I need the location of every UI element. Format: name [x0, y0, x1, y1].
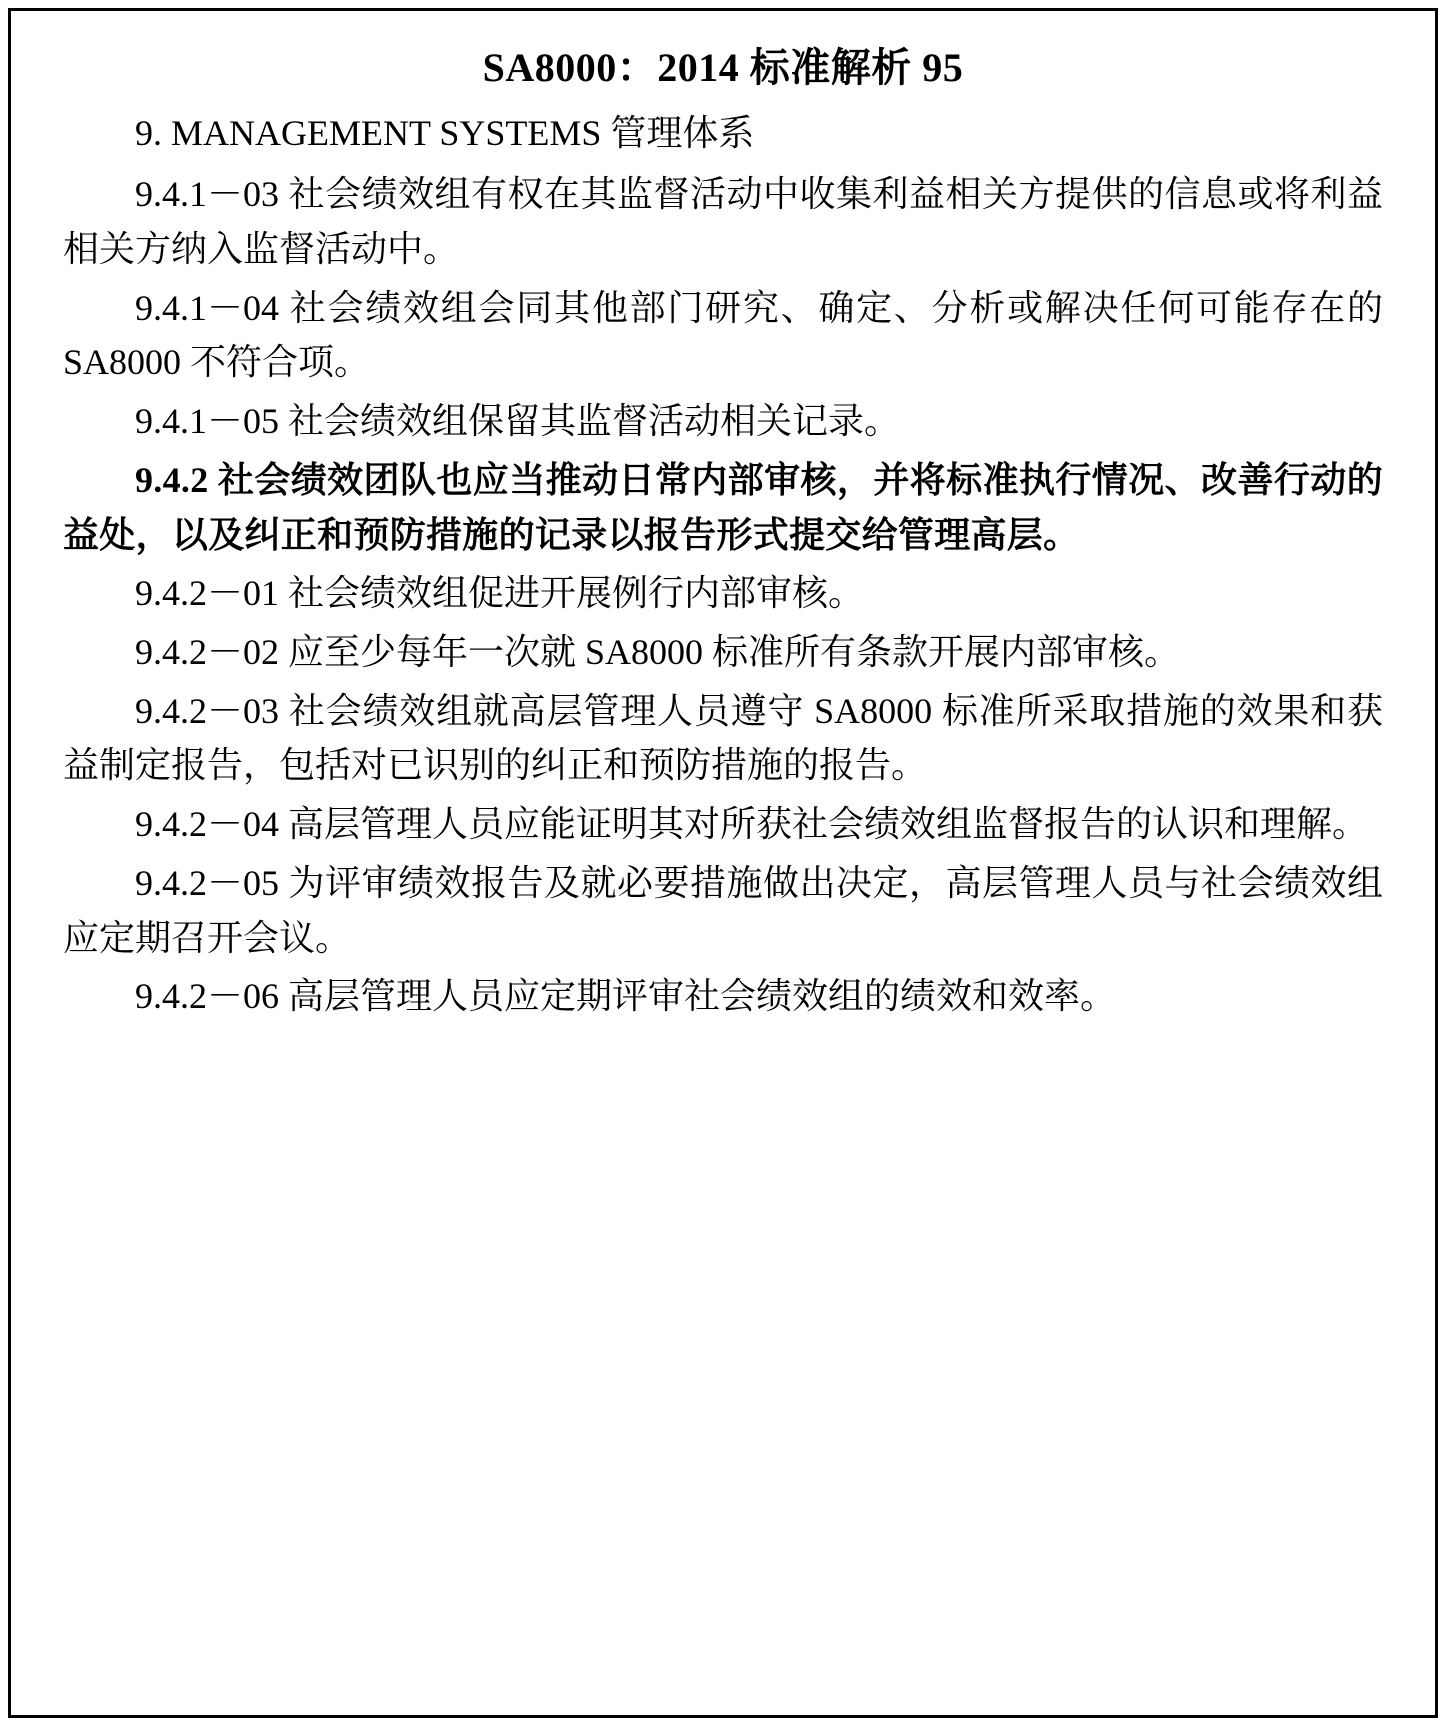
page-border-frame	[8, 8, 1438, 1718]
clause-paragraph: 9.4.2－04 高层管理人员应能证明其对所获社会绩效组监督报告的认识和理解。	[135, 804, 1369, 845]
clause-paragraph: 9.4.2－03 社会绩效组就高层管理人员遵守 SA8000 标准所采取措施的效果和获益制定报告，包括对已识别的纠正和预防措施的报告。	[63, 690, 1383, 786]
clause-paragraph: 9.4.1－04 社会绩效组会同其他部门研究、确定、分析或解决任何可能存在的 SA8000 不符合项。	[63, 287, 1383, 383]
clause-paragraph: 9.4.2－06 高层管理人员应定期评审社会绩效组的绩效和效率。	[135, 976, 1117, 1017]
section-heading: 9. MANAGEMENT SYSTEMS 管理体系	[135, 113, 755, 153]
clause-paragraph: 9.4.2－02 应至少每年一次就 SA8000 标准所有条款开展内部审核。	[135, 631, 1181, 672]
clause-paragraph: 9.4.1－03 社会绩效组有权在其监督活动中收集利益相关方提供的信息或将利益相关方纳入监督活动中。	[63, 174, 1383, 269]
clause-paragraph: 9.4.2－01 社会绩效组促进开展例行内部审核。	[135, 573, 865, 614]
clause-paragraph: 9.4.2－05 为评审绩效报告及就必要措施做出决定，高层管理人员与社会绩效组应定期召开会议。	[63, 862, 1383, 958]
clause-paragraph-emphasis: 9.4.2 社会绩效团队也应当推动日常内部审核，并将标准执行情况、改善行动的益处，以及纠正和预防措施的记录以报告形式提交给管理高层。	[63, 459, 1383, 555]
clause-paragraph: 9.4.1－05 社会绩效组保留其监督活动相关记录。	[135, 401, 901, 442]
page-title: SA8000：2014 标准解析 95	[482, 45, 964, 90]
